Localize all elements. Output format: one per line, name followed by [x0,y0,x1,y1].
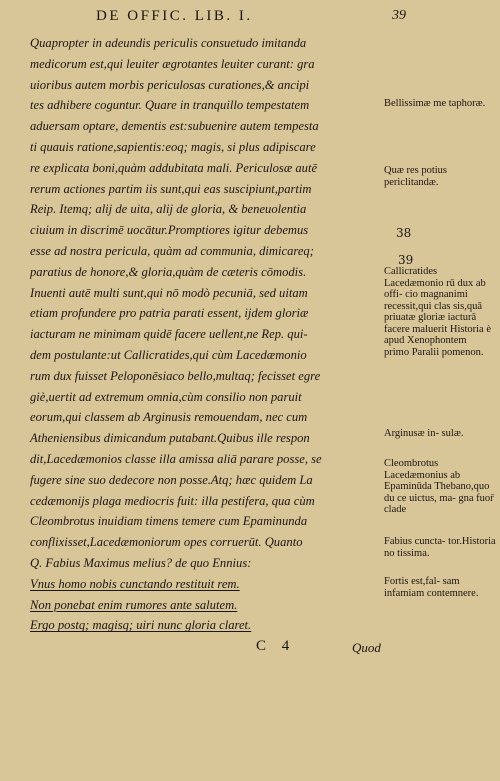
marginal-note: Callicratides Lacedæmonio rū dux ab offi- cio magnanimi recessit,qui clas sis,quā priuatæ gloriæ iacturā facere maluerit Historia è apud Xenophontem primo Paralii pomenon. [384,266,491,358]
main-text-block [30,33,384,636]
text-line: dit,Lacedæmonios classe illa amissa aliā parare posse, se [30,451,322,466]
text-line: ti quauis ratione,sapientis:eoq; magis, si plus adipiscare [30,139,316,154]
marginal-note: Fabius cuncta- tor.Historia no tissima. [384,536,496,559]
verse-line: Ergo postq; magisq; uiri nunc gloria claret. [30,618,252,633]
text-line: rum dux fuisset Peloponēsiaco bello,multaq; fecisset egre [30,368,321,383]
marginal-note: Bellissimæ me taphoræ. [384,98,486,109]
text-line: paratius de honore,& gloria,quàm de cæteris cōmodis. [30,264,307,279]
marginal-number: 38 [396,226,412,240]
marginal-number: 39 [398,253,414,267]
text-line: Q. Fabius Maximus melius? de quo Ennius: [30,555,252,570]
marginal-note: Quæ res potius periclitandæ. [384,165,447,188]
text-line: ciuium in discrimē uocātur.Promptiores igitur debemus [30,223,309,238]
text-line: Cleombrotus inuidiam timens temere cum Epaminunda [30,514,308,529]
signature-mark: C 4 [256,638,296,654]
catchword: Quod [352,640,381,655]
text-line: eorum,qui classem ab Arginusis remouendam, nec cum [30,410,308,425]
text-line: rerum actiones partim iis sunt,qui eas suscipiunt,partim [30,181,312,196]
text-line: Reip. Itemq; alij de uita, alij de gloria, & beneuolentia [30,202,307,217]
text-line: giè,uertit ad extremum omnia,cùm consilio non paruit [30,389,302,404]
verse-line: Vnus homo nobis cunctando restituit rem. [30,576,240,591]
marginal-note: Fortis est,fal- sam infamiam contemnere. [384,576,479,599]
running-title: DE OFFIC. LIB. I. [96,8,253,24]
page-number: 39 [392,8,406,23]
text-line: fugere sine suo dedecore non posse.Atq; hæc quidem La [30,472,313,487]
text-line: medicorum est,qui leuiter ægrotantes leuiter curant: gra [30,56,315,71]
text-line: aduersam optare, dementis est:subuenire autem tempesta [30,119,319,134]
text-line: uioribus autem morbis periculosas curationes,& ancipi [30,77,310,92]
text-line: iacturam ne minimam quidē facere uellent,ne Rep. qui- [30,327,308,342]
text-line: Inuenti autē multi sunt,qui nō modò pecuniā, sed uitam [30,285,308,300]
text-line: conflixisset,Lacedæmoniorum opes corruerūt. Quanto [30,535,303,550]
page-footer [0,638,500,662]
text-line: re explicata boni,quàm addubitata mali. Periculosæ autē [30,160,318,175]
marginal-note: Arginusæ in- sulæ. [384,428,464,439]
text-line: dem postulante:ut Callicratides,qui cùm Lacedæmonio [30,347,307,362]
text-line: Quapropter in adeundis periculis consuetudo imitanda [30,36,307,50]
text-line: cedæmonijs plaga mediocris fuit: illa pestifera, qua cùm [30,493,315,508]
text-line: esse ad nostra pericula, quàm ad communia, dimicareq; [30,243,314,258]
text-line: Atheniensibus dimicandum putabant.Quibus ille respon [30,431,310,446]
marginal-note: Cleombrotus Lacedæmonius ab Epaminūda Thebano,quo du ce uictus, ma- gna fuor̄ clade [384,458,494,515]
text-line: etiam profundere pro patria parati essent, ijdem gloriæ [30,306,309,321]
text-line: tes adhibere coguntur. Quare in tranquillo tempestatem [30,98,310,113]
verse-line: Non ponebat enim rumores ante salutem. [30,597,238,612]
